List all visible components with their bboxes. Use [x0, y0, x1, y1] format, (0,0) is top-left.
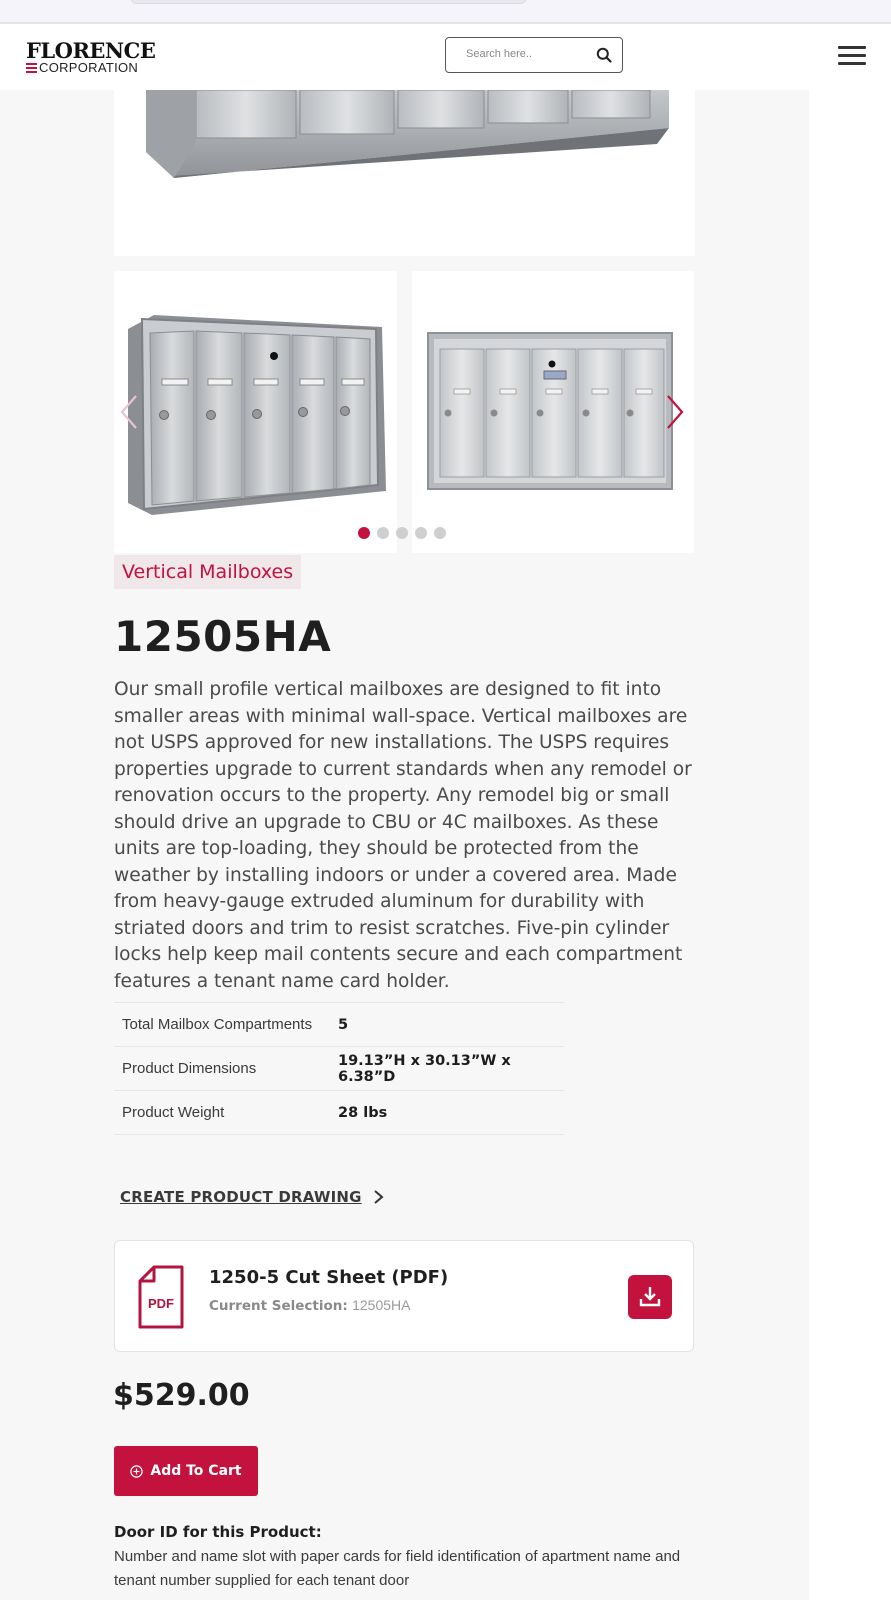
florence-logo[interactable]	[26, 40, 155, 74]
spec-value: 28 lbs	[337, 1091, 564, 1135]
plus-circle-icon	[130, 1465, 143, 1478]
browser-address-pill	[130, 0, 527, 4]
hamburger-menu-icon[interactable]	[838, 46, 866, 68]
hamburger-bar	[838, 62, 866, 65]
cut-sheet-card	[114, 1240, 694, 1352]
create-product-drawing-link[interactable]	[120, 1188, 386, 1206]
carousel-dot[interactable]	[396, 527, 408, 539]
table-row	[114, 1047, 564, 1091]
chevron-right-icon	[372, 1189, 386, 1205]
spec-label: Product Weight	[114, 1091, 337, 1135]
download-button[interactable]	[628, 1275, 672, 1319]
thumbnail-front[interactable]	[412, 271, 694, 553]
carousel-dot[interactable]	[415, 527, 427, 539]
logo-line-1: FLORENCE	[26, 38, 156, 63]
thumbnail-angled[interactable]	[114, 271, 397, 553]
logo-stripes-icon	[26, 63, 37, 73]
pdf-icon-text: PDF	[148, 1296, 174, 1311]
add-to-cart-button[interactable]	[114, 1446, 258, 1496]
carousel-dot[interactable]	[358, 527, 370, 539]
chevron-right-icon[interactable]	[662, 392, 686, 432]
logo-line-2-text: CORPORATION	[39, 60, 139, 75]
drawing-link-label: CREATE PRODUCT DRAWING	[120, 1188, 362, 1206]
mailbox-front-view	[412, 271, 694, 553]
main-mailbox-image	[114, 90, 695, 256]
chevron-left-icon[interactable]	[118, 392, 142, 432]
mailbox-angled-view	[114, 271, 397, 553]
search-input[interactable]	[464, 47, 588, 61]
spec-value: 5	[337, 1003, 564, 1047]
browser-top-strip	[0, 0, 891, 24]
download-icon	[639, 1285, 661, 1307]
category-tag[interactable]: Vertical Mailboxes	[114, 555, 301, 589]
spec-value: 19.13”H x 30.13”W x 6.38”D	[337, 1047, 564, 1091]
product-description: Our small profile vertical mailboxes are designed to fit into smaller areas with minimal wall-space. Vertical mailboxes are not USPS approved for new installations. The USPS requires properties upgrade to current standards when any remodel or renovation occurs to the property. Any remodel big or small should drive an upgrade to CBU or 4C mailboxes. As these units are top-loading, they should be protected from the weather by installing indoors or under a covered area. Made from heavy-gauge extruded aluminum for durability with striated doors and trim to resist scratches. Five-pin cylinder locks help keep mail contents secure and each compartment features a tenant name card holder.	[114, 679, 692, 992]
document-title: 1250-5 Cut Sheet (PDF)	[209, 1267, 449, 1288]
carousel-dots	[358, 527, 446, 539]
specs-table	[114, 1002, 564, 1135]
spec-label: Product Dimensions	[114, 1047, 337, 1091]
carousel-dot[interactable]	[434, 527, 446, 539]
current-selection	[209, 1297, 410, 1314]
main-product-image[interactable]	[114, 90, 695, 256]
table-row	[114, 1091, 564, 1135]
product-title: 12505HA	[114, 612, 332, 661]
hamburger-bar	[838, 46, 866, 49]
current-selection-label: Current Selection:	[209, 1298, 348, 1314]
search-box[interactable]	[445, 37, 623, 73]
hamburger-bar	[838, 54, 866, 57]
add-to-cart-label: Add To Cart	[150, 1463, 242, 1479]
door-id-text: Number and name slot with paper cards for field identification of apartment name and tenant number supplied for each tenant door	[114, 1548, 681, 1589]
logo-line-2	[26, 62, 155, 74]
search-icon[interactable]	[596, 47, 612, 63]
right-gutter	[809, 90, 891, 1600]
door-id-label: Door ID for this Product:	[114, 1523, 322, 1541]
pdf-file-icon	[138, 1265, 184, 1329]
carousel-dot[interactable]	[377, 527, 389, 539]
spec-label: Total Mailbox Compartments	[114, 1003, 337, 1047]
table-row	[114, 1003, 564, 1047]
product-price: $529.00	[113, 1378, 250, 1413]
current-selection-value: 12505HA	[352, 1297, 411, 1313]
